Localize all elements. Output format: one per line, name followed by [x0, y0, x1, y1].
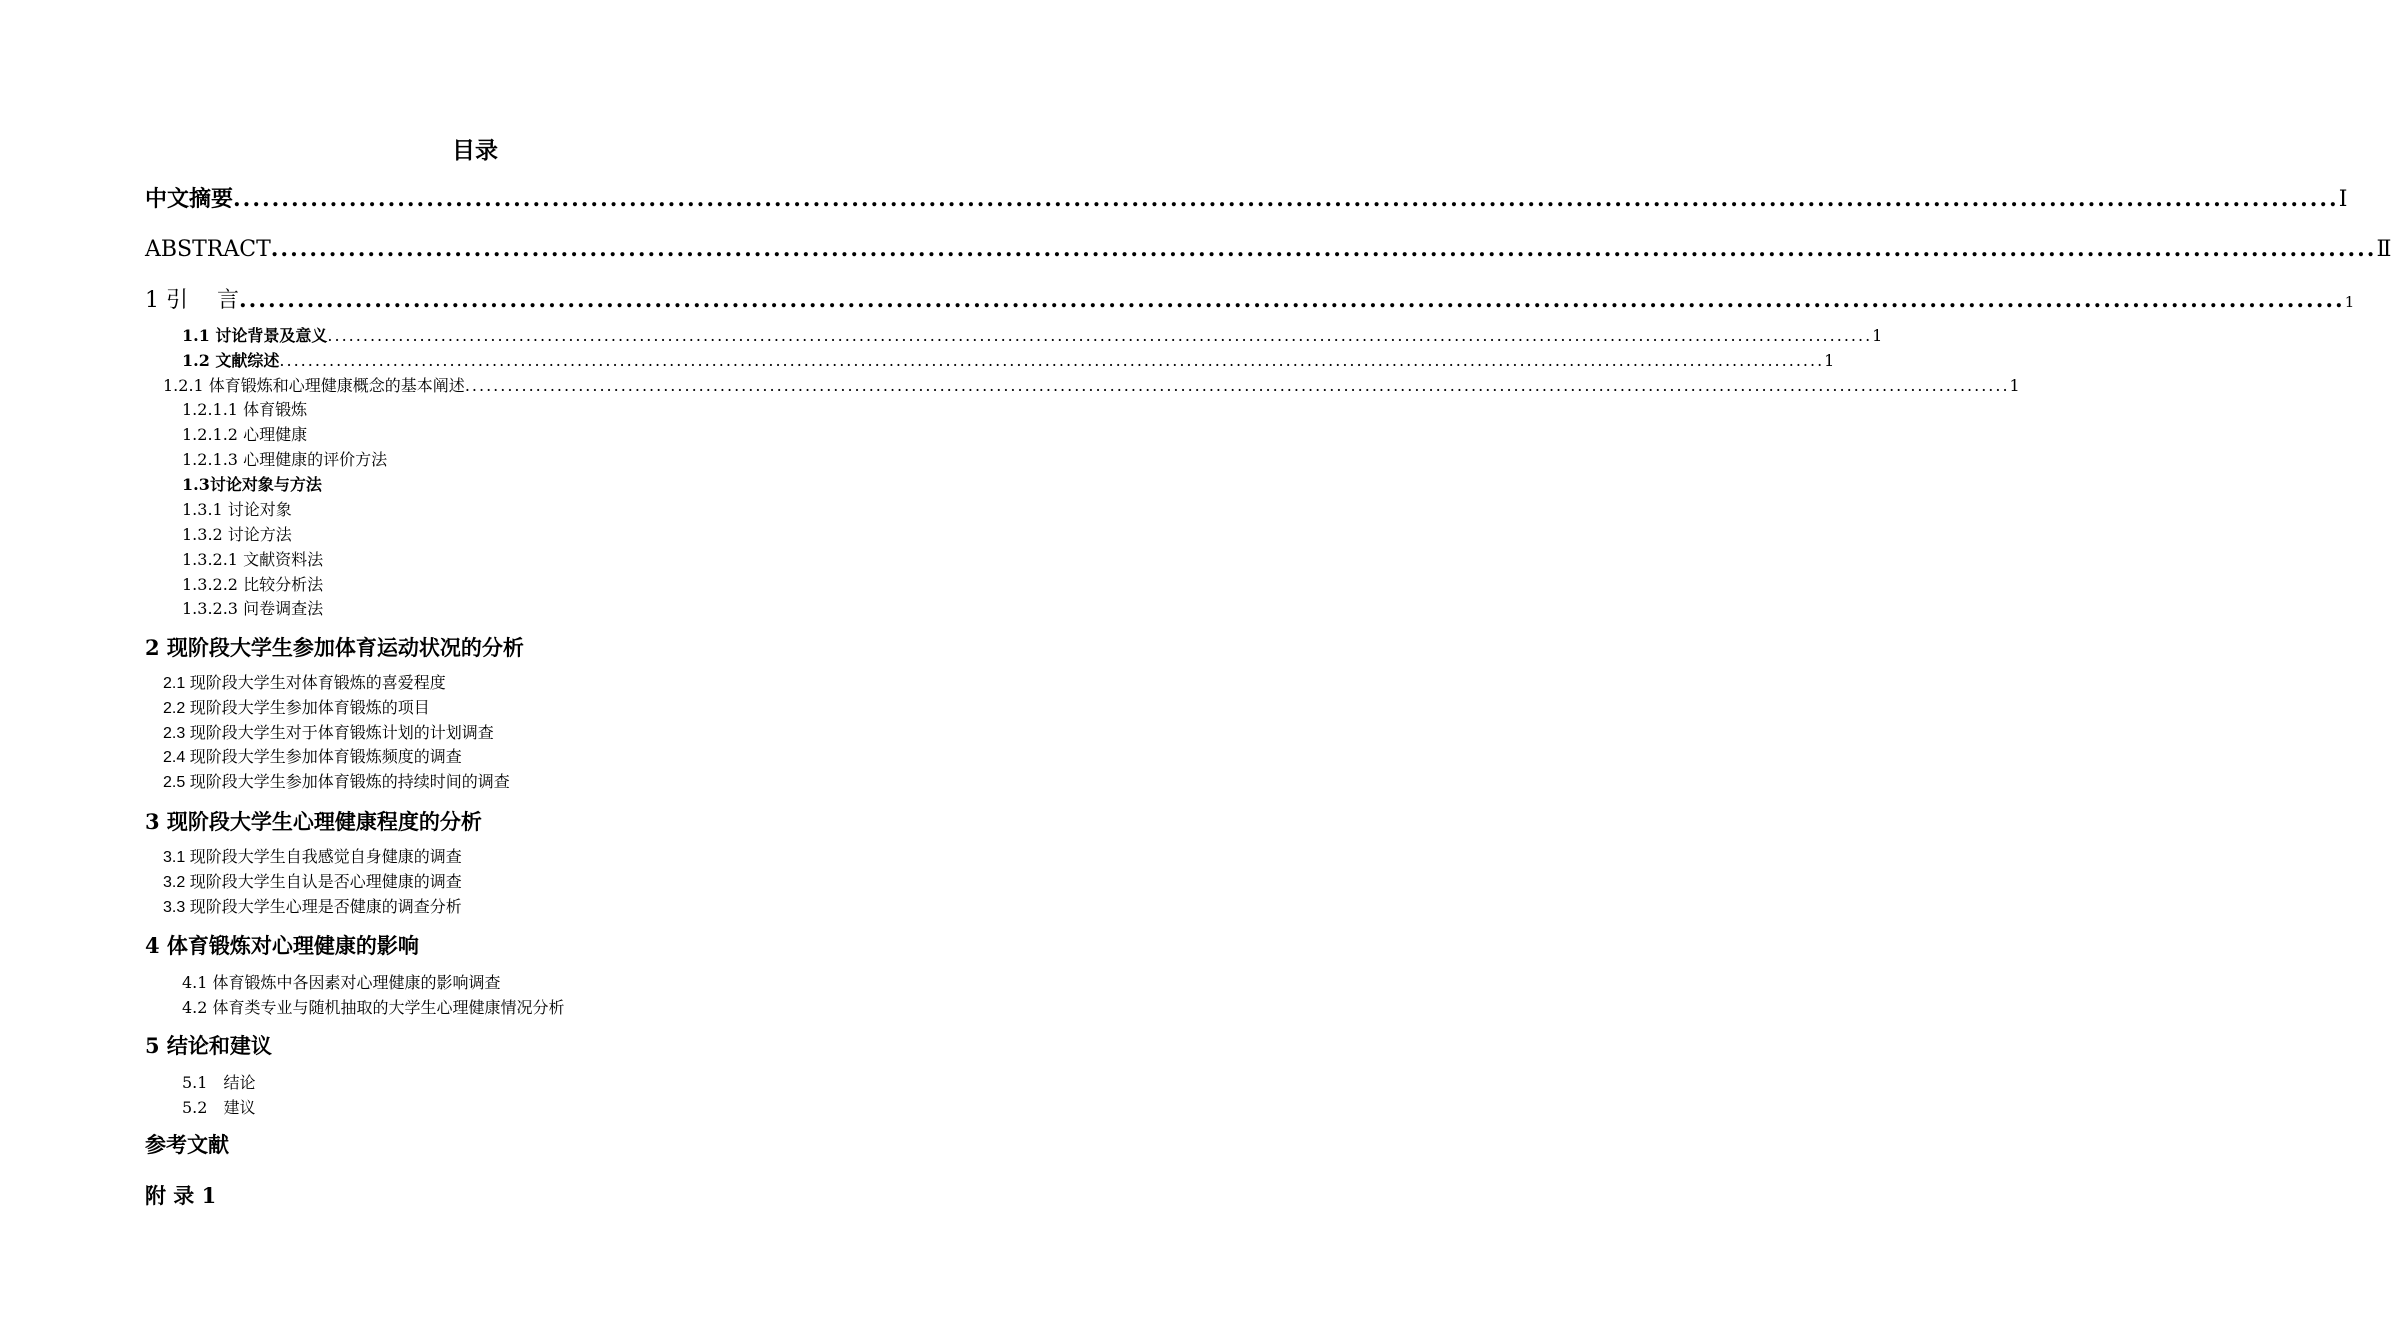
toc-entry-2-2[interactable]: 2.2 现阶段大学生参加体育锻炼的项目 [163, 700, 430, 717]
toc-entry-3-3[interactable]: 3.3 现阶段大学生心理是否健康的调查分析 [163, 899, 462, 916]
toc-leader-dots: .......................................................................................................................................................................................................................... [233, 186, 2339, 212]
toc-entry-1-2[interactable] [182, 351, 1835, 370]
toc-label: 中文摘要 [145, 186, 234, 212]
toc-page-number: 1 [1872, 326, 1883, 345]
toc-entry-1-2-1-1[interactable]: 1.2.1.1 体育锻炼 [182, 400, 308, 419]
toc-page-number: Ⅱ [2376, 237, 2391, 262]
toc-entry-appendix[interactable]: 附 录 1 [145, 1183, 217, 1208]
toc-page-number: Ⅰ [2338, 187, 2348, 212]
toc-entry-2-5[interactable]: 2.5 现阶段大学生参加体育锻炼的持续时间的调查 [163, 774, 510, 791]
toc-entry-1-3-2-2[interactable]: 1.3.2.2 比较分析法 [182, 575, 324, 594]
toc-page-number: 1 [2344, 293, 2355, 311]
toc-entry-ch2[interactable]: 2 现阶段大学生参加体育运动状况的分析 [145, 635, 524, 660]
toc-entry-1-2-1[interactable] [163, 376, 2020, 395]
toc-leader-dots: .......................................................................................................................................................................................................................... [327, 326, 1873, 345]
toc-label: 1 引 言 [145, 288, 239, 313]
toc-entry-1-3-2[interactable]: 1.3.2 讨论方法 [182, 525, 292, 544]
toc-leader-dots: .......................................................................................................................................................................................................................... [238, 287, 2345, 313]
toc-page-number: 1 [1824, 351, 1835, 370]
toc-entry-ch5[interactable]: 5 结论和建议 [145, 1033, 272, 1058]
toc-entry-ch3[interactable]: 3 现阶段大学生心理健康程度的分析 [145, 809, 482, 834]
toc-entry-2-1[interactable]: 2.1 现阶段大学生对体育锻炼的喜爱程度 [163, 675, 446, 692]
toc-entry-3-2[interactable]: 3.2 现阶段大学生自认是否心理健康的调查 [163, 874, 462, 891]
toc-leader-dots: .......................................................................................................................................................................................................................... [279, 351, 1825, 370]
toc-title: 目录 [452, 137, 498, 164]
toc-entry-4-2[interactable]: 4.2 体育类专业与随机抽取的大学生心理健康情况分析 [182, 998, 565, 1017]
toc-entry-5-2[interactable]: 5.2 建议 [182, 1098, 256, 1117]
toc-entry-references[interactable]: 参考文献 [145, 1132, 229, 1157]
toc-entry-1-3-1[interactable]: 1.3.1 讨论对象 [182, 500, 292, 519]
toc-page-number: 1 [2009, 376, 2020, 395]
toc-entry-1-3-2-3[interactable]: 1.3.2.3 问卷调查法 [182, 599, 324, 618]
toc-entry-1-2-1-2[interactable]: 1.2.1.2 心理健康 [182, 425, 308, 444]
toc-entry-ch4[interactable]: 4 体育锻炼对心理健康的影响 [145, 933, 419, 958]
toc-label: 1.2.1 体育锻炼和心理健康概念的基本阐述 [163, 376, 465, 395]
toc-entry-ch1[interactable] [145, 287, 2355, 313]
toc-entry-4-1[interactable]: 4.1 体育锻炼中各因素对心理健康的影响调查 [182, 973, 501, 992]
toc-entry-1-2-1-3[interactable]: 1.2.1.3 心理健康的评价方法 [182, 450, 388, 469]
toc-label: ABSTRACT [145, 237, 271, 262]
toc-label: 1.1 讨论背景及意义 [182, 326, 328, 345]
toc-entry-5-1[interactable]: 5.1 结论 [182, 1073, 256, 1092]
toc-entry-1-3[interactable]: 1.3讨论对象与方法 [182, 475, 322, 494]
toc-label: 1.2 文献综述 [182, 351, 280, 370]
toc-entry-1-3-2-1[interactable]: 1.3.2.1 文献资料法 [182, 550, 324, 569]
toc-entry-zh-abstract[interactable] [145, 186, 2348, 212]
toc-entry-3-1[interactable]: 3.1 现阶段大学生自我感觉自身健康的调查 [163, 849, 462, 866]
toc-entry-abstract[interactable] [145, 236, 2391, 262]
toc-entry-2-3[interactable]: 2.3 现阶段大学生对于体育锻炼计划的计划调查 [163, 725, 494, 742]
toc-entry-2-4[interactable]: 2.4 现阶段大学生参加体育锻炼频度的调查 [163, 749, 462, 766]
toc-leader-dots: .......................................................................................................................................................................................................................... [464, 376, 2010, 395]
toc-entry-1-1[interactable] [182, 326, 1883, 345]
toc-leader-dots: .......................................................................................................................................................................................................................... [270, 236, 2377, 262]
